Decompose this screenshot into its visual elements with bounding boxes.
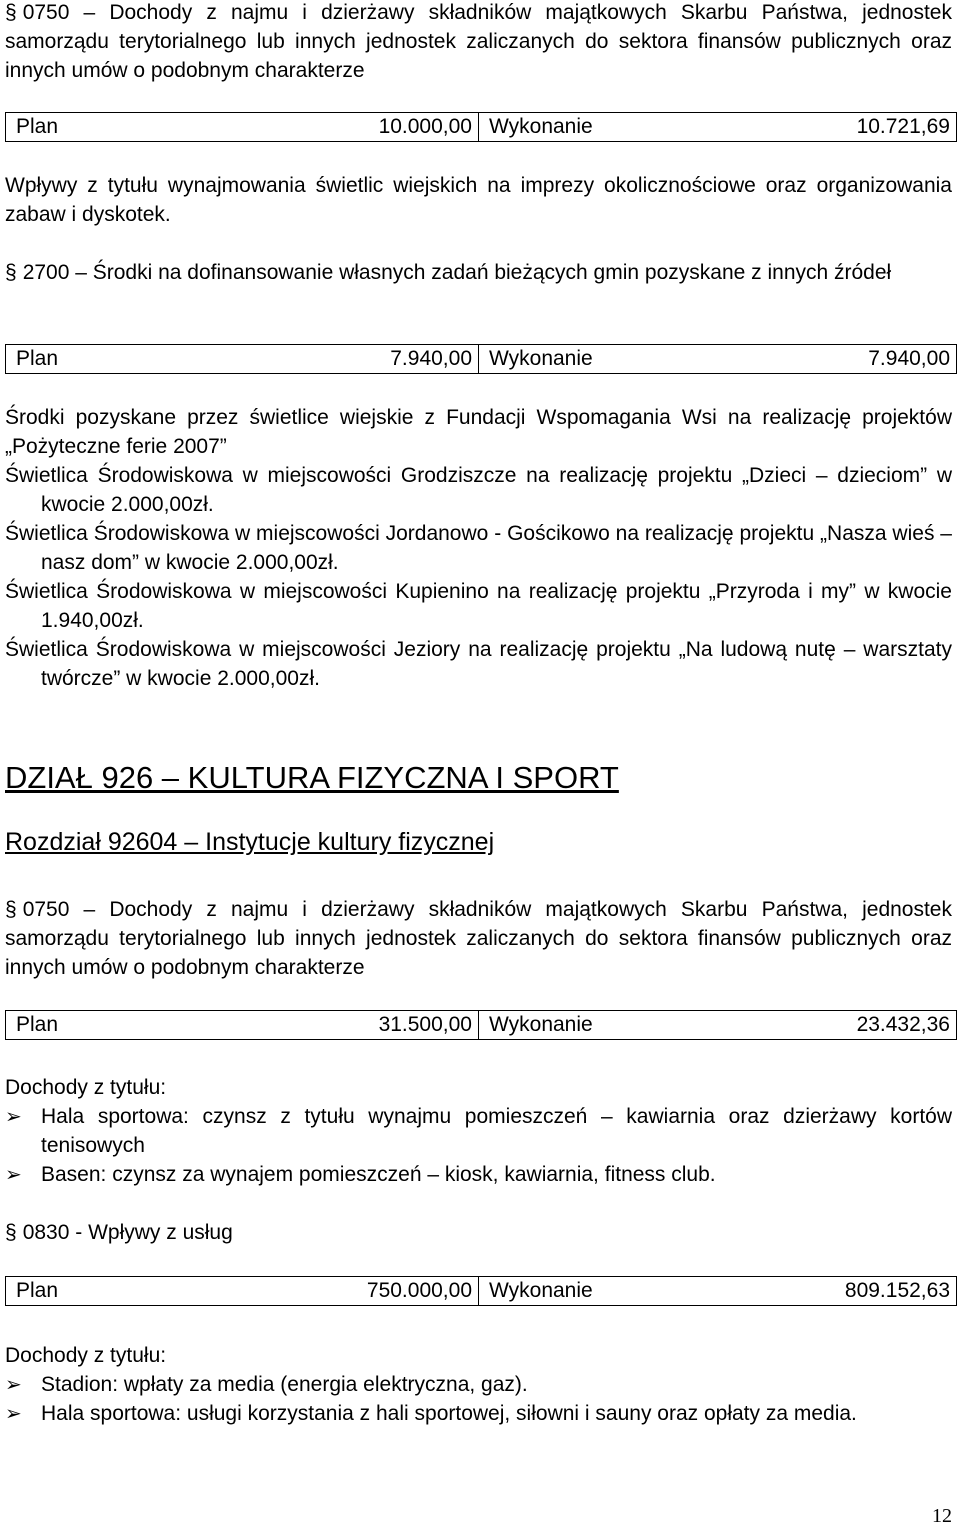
arrow-bullet-icon: ➢ xyxy=(5,1104,22,1128)
section-2700-heading xyxy=(5,258,952,287)
arrow-bullet-icon: ➢ xyxy=(5,1162,22,1186)
section-2700-body xyxy=(5,403,952,693)
amount-table-0830 xyxy=(5,1276,957,1306)
list-item: Świetlica Środowiskowa w miejscowości Jeziory na realizację projektu „Na ludową nutę – warsztaty twórcze” w kwocie 2.000,00zł. xyxy=(5,638,952,690)
bullet-list xyxy=(5,1370,952,1428)
section-0830-heading xyxy=(5,1218,952,1247)
paragraph-sign: § xyxy=(5,1221,17,1244)
plan-value: 31.500,00 xyxy=(378,1013,472,1036)
section-text: 2700 – Środki na dofinansowanie własnych zadań bieżących gmin pozyskane z innych źródeł xyxy=(22,261,892,284)
execution-value: 10.721,69 xyxy=(856,115,950,138)
plan-value: 7.940,00 xyxy=(390,347,472,370)
plan-cell xyxy=(6,1011,479,1040)
paragraph-sign: § xyxy=(5,261,17,284)
list-item: Świetlica Środowiskowa w miejscowości Grodziszcze na realizację projektu „Dzieci – dzieciom” w kwocie 2.000,00zł. xyxy=(5,464,952,516)
section-0830-income-list xyxy=(5,1341,952,1428)
plan-label: Plan xyxy=(16,347,59,370)
section-text: 0750 – Dochody z najmu i dzierżawy składników majątkowych Skarbu Państwa, jednostek samorządu terytorialnego lub innych jednostek zaliczanych do sektora finansów publicznych oraz innych umów o podobnym charakterze xyxy=(5,1,952,82)
execution-cell xyxy=(479,345,957,374)
execution-value: 7.940,00 xyxy=(868,347,950,370)
plan-label: Plan xyxy=(16,1013,59,1036)
page-number: 12 xyxy=(932,1505,952,1527)
plan-value: 10.000,00 xyxy=(378,115,472,138)
execution-value: 23.432,36 xyxy=(856,1013,950,1036)
paragraph-sign: § xyxy=(5,1,17,24)
income-lead: Dochody z tytułu: xyxy=(5,1344,167,1367)
plan-cell xyxy=(6,1277,479,1306)
bullet-text: Stadion: wpłaty za media (energia elektryczna, gaz). xyxy=(41,1373,528,1396)
chapter-heading: Rozdział 92604 – Instytucje kultury fizycznej xyxy=(5,828,495,856)
amount-table-2700 xyxy=(5,344,957,374)
section-0750-description: Wpływy z tytułu wynajmowania świetlic wiejskich na imprezy okolicznościowe oraz organizowania zabaw i dyskotek. xyxy=(5,174,952,226)
arrow-bullet-icon: ➢ xyxy=(5,1372,22,1396)
list-item xyxy=(5,1160,952,1189)
bullet-text: Hala sportowa: usługi korzystania z hali sportowej, siłowni i sauny oraz opłaty za media. xyxy=(41,1402,857,1425)
execution-label: Wykonanie xyxy=(489,115,593,138)
bullet-list xyxy=(5,1102,952,1189)
execution-cell xyxy=(479,1011,957,1040)
list-item: Świetlica Środowiskowa w miejscowości Jordanowo - Gościkowo na realizację projektu „Nasza wieś – nasz dom” w kwocie 2.000,00zł. xyxy=(5,522,952,574)
list-item: Świetlica Środowiskowa w miejscowości Kupienino na realizację projektu „Przyroda i my” w kwocie 1.940,00zł. xyxy=(5,580,952,632)
execution-value: 809.152,63 xyxy=(844,1279,950,1302)
execution-label: Wykonanie xyxy=(489,347,593,370)
section-0750-income-list xyxy=(5,1073,952,1189)
plan-label: Plan xyxy=(16,1279,59,1302)
section-0750-heading xyxy=(5,0,952,85)
execution-cell xyxy=(479,113,957,142)
paragraph-sign: § xyxy=(5,898,17,921)
plan-cell xyxy=(6,113,479,142)
income-lead: Dochody z tytułu: xyxy=(5,1076,167,1099)
list-item xyxy=(5,1102,952,1160)
execution-label: Wykonanie xyxy=(489,1279,593,1302)
plan-value: 750.000,00 xyxy=(366,1279,472,1302)
amount-table-0750-b xyxy=(5,1010,957,1040)
section-text: 0750 – Dochody z najmu i dzierżawy składników majątkowych Skarbu Państwa, jednostek samorządu terytorialnego lub innych jednostek zaliczanych do sektora finansów publicznych oraz innych umów o podobnym charakterze xyxy=(5,898,952,979)
execution-label: Wykonanie xyxy=(489,1013,593,1036)
section-text: 0830 - Wpływy z usług xyxy=(22,1221,233,1244)
bullet-text: Hala sportowa: czynsz z tytułu wynajmu pomieszczeń – kawiarnia oraz dzierżawy kortów tenisowych xyxy=(41,1105,952,1157)
execution-cell xyxy=(479,1277,957,1306)
arrow-bullet-icon: ➢ xyxy=(5,1401,22,1425)
bullet-text: Basen: czynsz za wynajem pomieszczeń – kiosk, kawiarnia, fitness club. xyxy=(41,1163,716,1186)
plan-label: Plan xyxy=(16,115,59,138)
plan-cell xyxy=(6,345,479,374)
list-item xyxy=(5,1370,952,1399)
section-0750-heading-2 xyxy=(5,895,952,982)
list-item xyxy=(5,1399,952,1428)
department-heading: DZIAŁ 926 – KULTURA FIZYCZNA I SPORT xyxy=(5,760,619,795)
amount-table-0750-a xyxy=(5,112,957,142)
intro-paragraph: Środki pozyskane przez świetlice wiejskie z Fundacji Wspomagania Wsi na realizację projektów „Pożyteczne ferie 2007” xyxy=(5,406,952,458)
